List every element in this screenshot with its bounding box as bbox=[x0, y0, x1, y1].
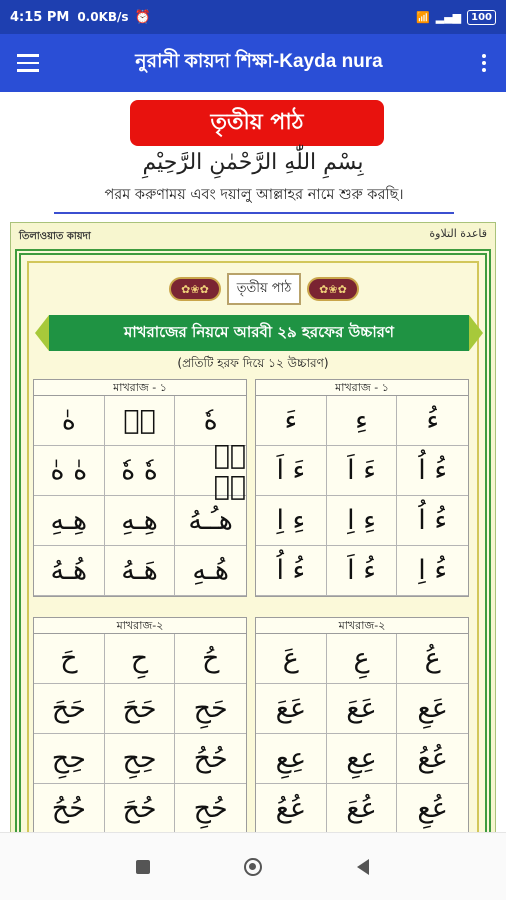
letter-cell: هٗ هٗ bbox=[105, 446, 176, 496]
lesson-subtitle: (প্রতিটি হরফ দিয়ে ১২ উচ্চারণ) bbox=[177, 356, 329, 370]
letter-cell: حَحَ bbox=[34, 684, 105, 734]
letter-cell: هٰ bbox=[34, 396, 105, 446]
signal-icon: ▂▄▆ bbox=[435, 10, 462, 24]
letter-cell: هـُـهُ bbox=[175, 496, 246, 546]
letter-cell: ءِ bbox=[327, 396, 398, 446]
app-title: নুরানী কায়দা শিক্ষা-Kayda nura bbox=[135, 51, 383, 72]
letter-cell: ءَ اَ bbox=[327, 446, 398, 496]
letter-cell: عُعُ bbox=[256, 784, 327, 832]
status-bar bbox=[0, 0, 506, 34]
makhraj-group bbox=[33, 617, 247, 832]
letter-cell: حَحِ bbox=[175, 684, 246, 734]
letter-cell: ءَ bbox=[256, 396, 327, 446]
letter-cell: عِعِ bbox=[327, 734, 398, 784]
letter-cell: هٗ bbox=[175, 396, 246, 446]
hamburger-menu-icon[interactable] bbox=[0, 34, 56, 92]
page-frame bbox=[15, 249, 491, 832]
ornament-left-icon: ✿❀✿ bbox=[169, 277, 221, 301]
letter-cell: هٖ bbox=[105, 396, 176, 446]
status-time: 4:15 PM bbox=[10, 9, 70, 25]
cartouche-label: তৃতীয় পাঠ bbox=[227, 273, 301, 305]
letter-cell: حُحُ bbox=[34, 784, 105, 832]
lesson-title-badge: তৃতীয় পাঠ bbox=[130, 100, 384, 146]
letter-cell: هِـهِ bbox=[34, 496, 105, 546]
bismillah-text: بِسْمِ اللّٰهِ الرَّحْمٰنِ الرَّحِيْمِ bbox=[142, 150, 364, 175]
wifi-icon: 📶 bbox=[416, 10, 430, 24]
letter-cell: ءُ اَ bbox=[327, 546, 398, 596]
page-header-right: قاعدة التلاوة bbox=[429, 227, 487, 240]
letter-cell: عِ bbox=[327, 634, 398, 684]
letter-cell: حُحَ bbox=[105, 784, 176, 832]
letter-cell: هٖ هٖ bbox=[175, 446, 246, 496]
banner-arrow-right bbox=[469, 315, 483, 351]
letter-cell: حِحِ bbox=[105, 734, 176, 784]
app-bar bbox=[0, 34, 506, 92]
banner-arrow-left bbox=[35, 315, 49, 351]
letter-cell: عَ bbox=[256, 634, 327, 684]
makhraj-group bbox=[33, 379, 247, 597]
makhraj-group-title: মাখরাজ-২ bbox=[256, 618, 468, 634]
lesson-cartouche bbox=[169, 269, 359, 309]
page-header-left: তিলাওয়াত কায়দা bbox=[19, 231, 91, 242]
makhraj-group bbox=[255, 379, 469, 597]
recents-square-icon[interactable] bbox=[128, 852, 158, 882]
ornament-right-icon: ✿❀✿ bbox=[307, 277, 359, 301]
battery-indicator: 100 bbox=[467, 10, 496, 25]
letter-cell: عُعَ bbox=[327, 784, 398, 832]
home-circle-icon[interactable] bbox=[238, 852, 268, 882]
makhraj-group bbox=[255, 617, 469, 832]
letter-cell: ءُ bbox=[397, 396, 468, 446]
letter-cell: هٰ هٰ bbox=[34, 446, 105, 496]
letter-cell: عُعُ bbox=[397, 734, 468, 784]
status-network-speed: 0.0KB/s bbox=[77, 10, 129, 24]
makhraj-group-title: মাখরাজ-২ bbox=[34, 618, 246, 634]
letter-cell: حَ bbox=[34, 634, 105, 684]
letter-cell: ءِ اِ bbox=[327, 496, 398, 546]
letter-cell: حُ bbox=[175, 634, 246, 684]
system-nav-bar bbox=[0, 832, 506, 900]
lesson-page-image bbox=[10, 222, 496, 832]
letter-cell: ءَ اَ bbox=[256, 446, 327, 496]
letter-cell: ءِ اِ bbox=[256, 496, 327, 546]
letter-cell: عَعَ bbox=[256, 684, 327, 734]
letter-cell: هُـهِ bbox=[175, 546, 246, 596]
page-frame-inner bbox=[27, 261, 479, 832]
bismillah-meaning: পরম করুণাময় এবং দয়ালু আল্লাহর নামে শুরু করছি। bbox=[54, 184, 454, 214]
letter-cell: عَعَ bbox=[327, 684, 398, 734]
letter-cell: حُحِ bbox=[175, 784, 246, 832]
letter-cell: هَـهُ bbox=[105, 546, 176, 596]
alarm-icon: ⏰ bbox=[134, 9, 151, 25]
letter-cell: ءُ اِ bbox=[397, 546, 468, 596]
letter-cell: حَحَ bbox=[105, 684, 176, 734]
letter-cell: ءُ اُ bbox=[397, 496, 468, 546]
letter-cell: عِعِ bbox=[256, 734, 327, 784]
letter-cell: عَعِ bbox=[397, 684, 468, 734]
makhraj-group-title: মাখরাজ - ১ bbox=[34, 380, 246, 396]
letter-cell: حِحِ bbox=[34, 734, 105, 784]
makhraj-group-title: মাখরাজ - ১ bbox=[256, 380, 468, 396]
letter-cell: هِـهِ bbox=[105, 496, 176, 546]
letter-cell: حِ bbox=[105, 634, 176, 684]
letter-cell: ءُ اُ bbox=[397, 446, 468, 496]
more-vertical-icon[interactable] bbox=[462, 34, 506, 92]
lesson-banner: মাখরাজের নিয়মে আরবী ২৯ হরফের উচ্চারণ bbox=[49, 315, 469, 351]
lesson-content[interactable] bbox=[0, 92, 506, 832]
letter-cell: ءُ اُ bbox=[256, 546, 327, 596]
back-triangle-icon[interactable] bbox=[348, 852, 378, 882]
letter-cell: حُحُ bbox=[175, 734, 246, 784]
letter-cell: عُ bbox=[397, 634, 468, 684]
letter-cell: هُـهُ bbox=[34, 546, 105, 596]
letter-cell: عُعِ bbox=[397, 784, 468, 832]
